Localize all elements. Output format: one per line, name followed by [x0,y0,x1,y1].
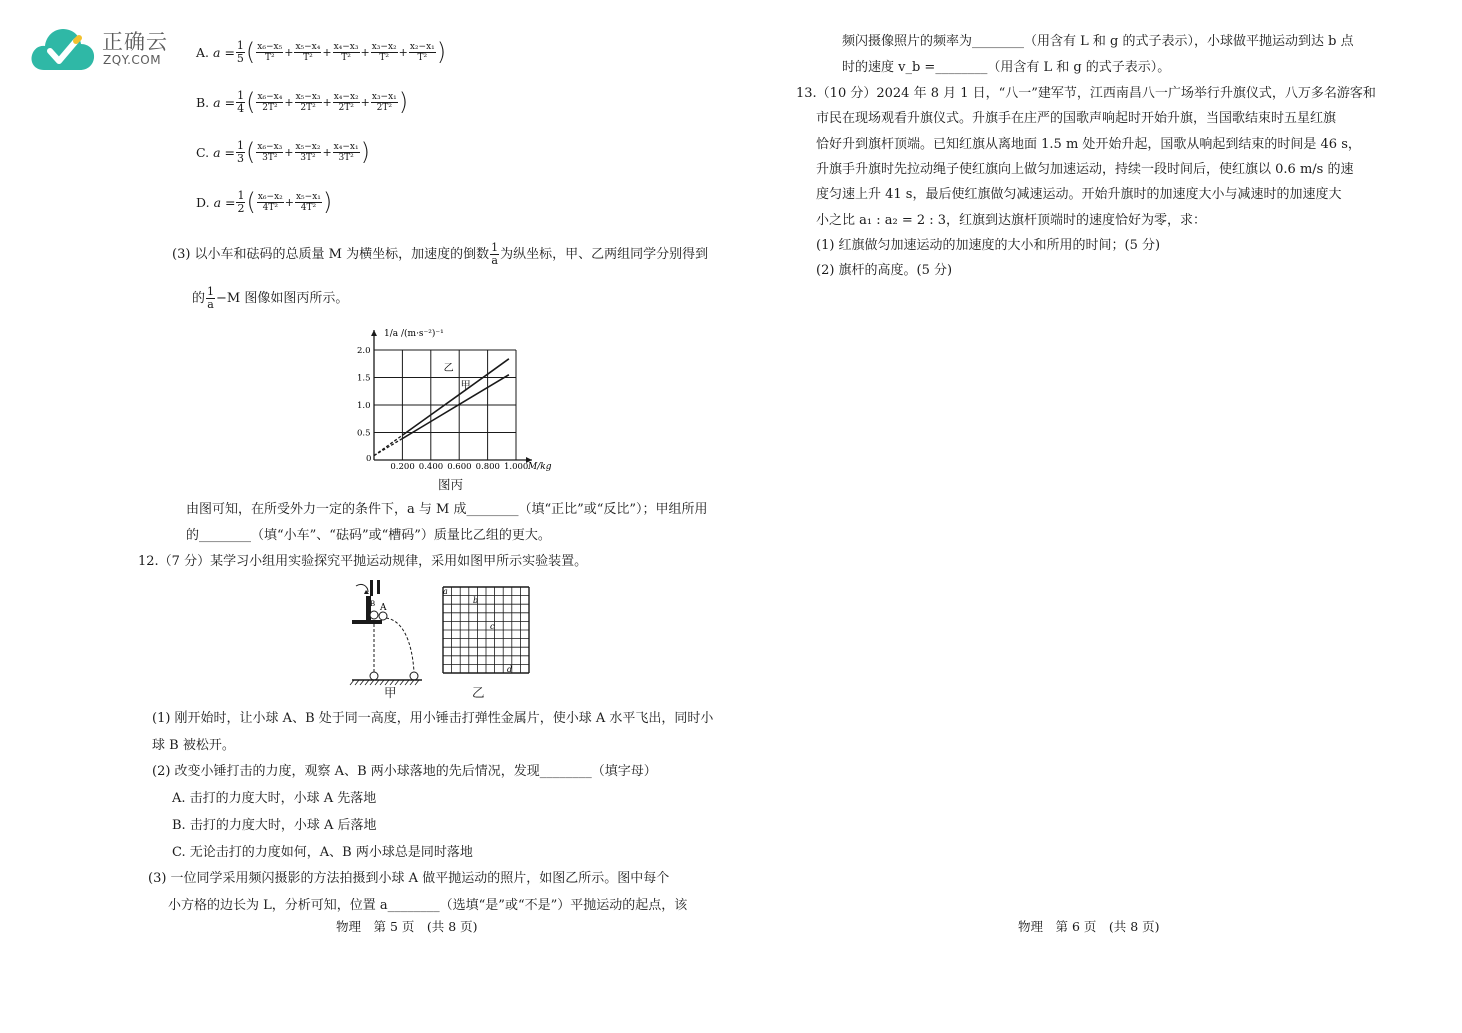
frac-numerator: x₆−x₃ [257,141,283,152]
frac-denominator: a [491,254,498,267]
point-c-label: c [490,622,495,631]
plus-sign: + [284,45,294,59]
frac-numerator: x₃−x₁ [371,91,397,102]
label-b: B [370,600,376,608]
left-paren: ( [246,188,256,216]
fig-jia-label: 甲 [384,685,397,700]
option-a [196,38,446,66]
fraction [236,190,245,215]
frac-denominator: 4 [237,101,245,115]
q13-line1: 13.（10 分）2024 年 8 月 1 日，“八一”建军节，江西南昌八一广场举行升旗仪式，八万多名游客和 [796,86,1376,101]
frac-denominator: T² [417,52,428,63]
fraction [333,42,360,63]
frac-numerator: x₆−x₄ [257,91,283,102]
right-paren: ) [398,88,409,116]
fraction [371,42,398,63]
chart-caption: 图丙 [438,477,464,492]
reciprocal-a-fraction [490,242,499,267]
frac-denominator: 2T² [300,102,316,113]
x-tick-label: 0.200 [390,462,415,472]
option-label: B. [196,94,210,110]
right-line1: 频闪摄像照片的频率为________（用含有 L 和 g 的式子表示），小球做平抛运动到达 b 点 [842,34,1354,49]
point-b-label: b [473,596,479,605]
point-d-label: d [507,665,513,674]
q13-line3: 恰好升到旗杆顶端。已知红旗从离地面 1.5 m 处开始升起，国歌从响起到结束的时间是 46 s， [816,137,1361,152]
series-extrapolation-1 [374,439,402,456]
fraction [409,42,436,63]
x-tick-label: 0.600 [447,462,472,472]
frac-denominator: 3T² [338,152,354,163]
option-lhs: a = [213,194,236,210]
frac-denominator: 3 [237,151,244,165]
option-lhs: a = [213,44,235,60]
q12-2-option-b: B. 击打的力度大时，小球 A 后落地 [172,818,377,833]
q12-1-line2: 球 B 被松开。 [152,738,235,753]
option-d [196,188,332,216]
right-paren: ) [322,188,333,216]
frac-denominator: T² [264,52,275,63]
fraction [256,42,283,63]
plus-sign: + [398,45,408,59]
plus-sign: + [284,145,294,159]
frac-denominator: 5 [236,51,244,65]
q12-2-option-a: A. 击打的力度大时，小球 A 先落地 [172,791,377,806]
q13-sub1: (1) 红旗做匀加速运动的加速度的大小和所用的时间；(5 分) [816,238,1161,253]
fraction [333,92,360,113]
y-tick-label: 2.0 [357,346,371,356]
right-paren: ) [436,38,447,66]
chart-x-label: M/kg [528,462,552,472]
left-paren: ( [245,38,256,66]
frac-numerator: x₅−x₂ [295,141,321,152]
strobe-grid-figure [440,584,532,678]
frac-numerator: 1 [237,88,245,102]
frac-denominator: a [207,298,214,311]
series-label-0: 乙 [443,362,454,374]
frac-numerator: 1 [207,285,215,298]
plus-sign: + [284,95,294,109]
frac-numerator: x₆−x₂ [257,191,283,202]
cloud-check-icon [30,24,96,74]
frac-numerator: x₅−x₃ [295,91,321,102]
x-tick-label: 0 [366,454,372,464]
fraction [256,92,283,113]
frac-numerator: x₃−x₂ [371,41,397,52]
q3-line1-text-b: 为纵坐标，甲、乙两组同学分别得到 [500,246,709,262]
series-line-0 [402,359,509,435]
conclusion-line1: 由图可知，在所受外力一定的条件下，a 与 M 成________（填“正比”或“反比”）；甲组所用 [186,502,708,517]
hammer-handle [370,580,373,596]
point-a-label: a [443,587,448,596]
left-paren: ( [246,88,256,116]
q13-line4: 升旗手升旗时先拉动绳子使红旗向上做匀加速运动，持续一段时间后，使红旗以 0.6 m/s 的速 [816,162,1354,177]
fraction [256,142,283,163]
zqy-logo [30,24,180,76]
frac-denominator: 2 [237,201,245,215]
q13-line2: 市民在现场观看升旗仪式。升旗手在庄严的国歌声响起时开始升旗，当国歌结束时五星红旗 [816,111,1337,126]
plus-sign: + [322,95,332,109]
frac-denominator: T² [379,52,389,63]
q3-line2-text-b: −M 图像如图丙所示。 [216,290,349,306]
frac-numerator: x₅−x₁ [295,191,321,202]
frac-denominator: 3T² [300,152,316,163]
ball-a-landed [410,672,418,680]
q13-line6: 小之比 a₁ : a₂ = 2 : 3，红旗到达旗杆顶端时的速度恰好为零，求： [816,213,1207,228]
q3-line2-text-a: 的 [192,290,206,306]
fraction [236,90,245,115]
fraction [236,140,245,165]
series-line-1 [402,375,509,439]
apparatus-figure [346,578,426,688]
q12-3-line2: 小方格的边长为 L，分析可知，位置 a________（选填“是”或“不是”）平抛运动的起点，该 [168,898,688,913]
y-tick-label: 0.5 [357,428,371,439]
x-tick-label: 0.800 [475,462,500,472]
plus-sign: + [360,45,370,59]
left-paren: ( [246,138,256,166]
plus-sign: + [322,145,332,159]
right-paren: ) [360,138,370,166]
parabolic-path [386,618,414,672]
conclusion-line2: 的________（填“小车”、“砝码”或“槽码”）质量比乙组的更大。 [186,528,551,543]
fraction [236,40,245,65]
strobe-gridlines [443,587,529,673]
fraction [295,142,322,163]
q12-title: 12.（7 分）某学习小组用实验探究平抛运动规律，采用如图甲所示实验装置。 [138,554,588,569]
option-label: C. [196,144,210,160]
option-lhs: a = [213,94,236,110]
x-tick-label: 1.000 [504,462,529,472]
option-label: A. [196,44,210,60]
ball-b-landed [370,672,378,680]
q3-line2 [192,286,348,311]
q3-line1-text-a: (3) 以小车和砝码的总质量 M 为横坐标，加速度的倒数 [172,246,490,262]
frac-denominator: 4T² [262,202,278,213]
q13-sub2: (2) 旗杆的高度。(5 分) [816,263,953,278]
fraction [295,92,322,113]
plus-sign: + [322,45,332,59]
option-b [196,88,408,116]
q3-line1 [172,242,708,267]
frac-numerator: x₅−x₄ [295,41,321,52]
frac-numerator: x₄−x₃ [333,41,359,52]
ball-b [370,611,378,619]
q12-1-line1: (1) 刚开始时，让小球 A、B 处于同一高度，用小锤击打弹性金属片，使小球 A 水平飞出，同时小 [152,711,714,726]
page5-footer: 物理 第 5 页 (共 8 页) [336,919,478,934]
right-line2: 时的速度 v_b =________（用含有 L 和 g 的式子表示）。 [842,60,1171,75]
frac-denominator: 2T² [262,102,278,113]
plus-sign: + [284,195,294,209]
logo-name: 正确云 [102,30,168,54]
plus-sign: + [360,95,370,109]
frac-numerator: 1 [237,138,244,152]
option-label: D. [196,194,210,210]
fraction [371,92,398,113]
frac-denominator: 2T² [338,102,354,113]
y-tick-label: 1.0 [357,401,371,411]
fig-yi-label: 乙 [472,685,485,700]
logo-url: ZQY.COM [103,53,162,67]
q13-line5: 度匀速上升 41 s，最后使红旗做匀减速运动。开始升旗时的加速度大小与减速时的加速度大 [816,187,1342,202]
metal-sheet [377,580,380,594]
frac-numerator: x₆−x₅ [257,41,283,52]
reciprocal-a-fraction-2 [206,286,215,311]
option-c [196,138,370,166]
page6-footer: 物理 第 6 页 (共 8 页) [1018,919,1160,934]
fraction [333,142,360,163]
series-label-1: 甲 [460,380,471,392]
frac-numerator: 1 [491,241,499,254]
ball-a [379,612,387,620]
frac-denominator: 3T² [262,152,278,163]
fraction [257,192,284,213]
frac-denominator: T² [341,52,351,63]
frac-numerator: 1 [236,38,244,52]
frac-numerator: 1 [237,188,245,202]
frac-denominator: 2T² [376,102,392,113]
option-lhs: a = [213,144,235,160]
q12-2: (2) 改变小锤打击的力度，观察 A、B 两小球落地的先后情况，发现________（填字母） [152,764,657,779]
frac-denominator: 4T² [300,202,317,213]
fraction [295,192,322,213]
q12-3-line1: (3) 一位同学采用频闪摄影的方法拍摄到小球 A 做平抛运动的照片，如图乙所示。图中每个 [148,871,670,886]
y-tick-label: 1.5 [357,373,371,384]
label-a: A [380,603,387,613]
frac-denominator: T² [303,52,313,63]
fraction [294,42,321,63]
frac-numerator: x₂−x₁ [409,41,435,52]
q12-2-option-c: C. 无论击打的力度如何，A、B 两小球总是同时落地 [172,845,473,860]
frac-numerator: x₄−x₂ [333,91,359,102]
chart-y-label: 1/a /(m·s⁻²)⁻¹ [384,329,444,339]
chart-series [374,359,509,456]
x-tick-label: 0.400 [418,462,444,472]
reciprocal-acceleration-chart [340,322,570,494]
frac-numerator: x₄−x₁ [333,141,359,152]
